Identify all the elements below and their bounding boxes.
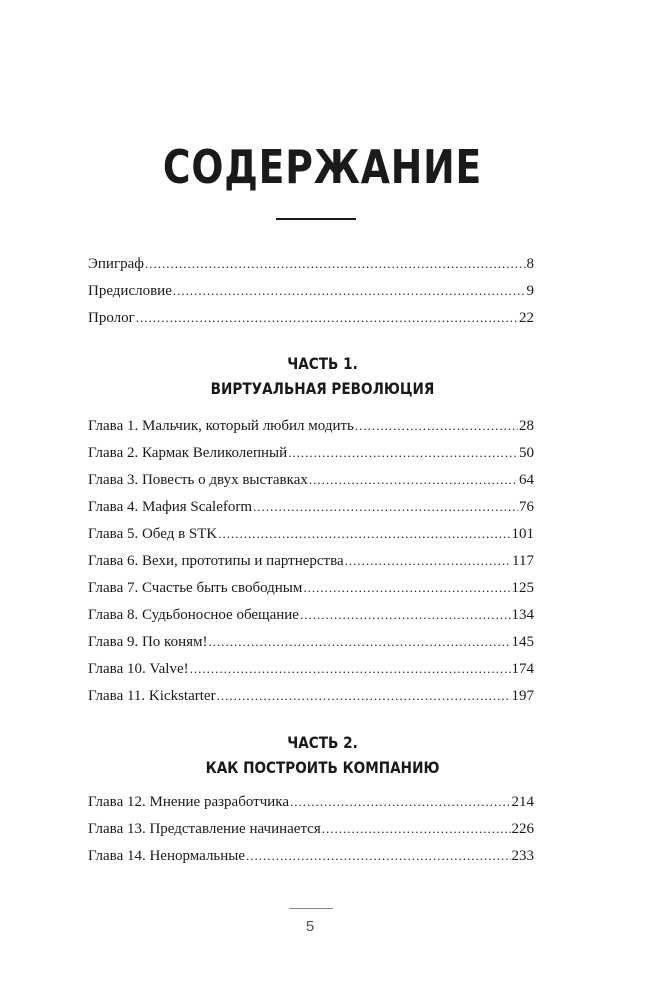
toc-entry-chapter-14[interactable] (88, 848, 534, 875)
toc-entry-label: Пролог (88, 310, 135, 326)
toc-entry-page: 197 (511, 688, 534, 704)
toc-entry-label: Глава 2. Кармак Великолепный (88, 445, 288, 461)
part-2-title: КАК ПОСТРОИТЬ КОМПАНИЮ (205, 758, 440, 777)
title-underline (276, 218, 356, 220)
toc-entry-label: Глава 1. Мальчик, который любил модить (88, 418, 354, 434)
toc-entry-page: 125 (511, 580, 534, 596)
toc-entry-chapter-11[interactable] (88, 688, 534, 715)
dot-leader (136, 310, 518, 326)
toc-entry-page: 117 (512, 553, 534, 569)
toc-entry-page: 22 (519, 310, 534, 326)
toc-entry-chapter-9[interactable] (88, 634, 534, 661)
part-1-number: ЧАСТЬ 1. (287, 354, 358, 373)
toc-entry-label: Эпиграф (88, 256, 144, 272)
dot-leader (253, 499, 518, 515)
toc-entry-chapter-8[interactable] (88, 607, 534, 634)
toc-entry-label: Предисловие (88, 283, 172, 299)
dot-leader (300, 607, 511, 623)
toc-entry-chapter-2[interactable] (88, 445, 534, 472)
dot-leader (246, 848, 510, 864)
page-number: 5 (305, 918, 315, 935)
part-1-heading (0, 351, 645, 401)
toc-part-2 (88, 794, 534, 875)
toc-entry-label: Глава 12. Мнение разработчика (88, 794, 289, 810)
dot-leader (209, 634, 511, 650)
toc-front-matter (88, 256, 534, 337)
toc-entry-page: 214 (511, 794, 534, 810)
toc-entry-label: Глава 9. По коням! (88, 634, 208, 650)
part-1-title: ВИРТУАЛЬНАЯ РЕВОЛЮЦИЯ (210, 379, 435, 398)
toc-entry-chapter-7[interactable] (88, 580, 534, 607)
toc-entry-page: 233 (511, 848, 534, 864)
toc-entry-page: 8 (526, 256, 534, 272)
toc-entry-page: 64 (519, 472, 534, 488)
toc-entry-page: 134 (511, 607, 534, 623)
dot-leader (322, 821, 511, 837)
toc-entry-label: Глава 3. Повесть о двух выставках (88, 472, 308, 488)
toc-entry-label: Глава 10. Valve! (88, 661, 189, 677)
toc-entry-prologue[interactable] (88, 310, 534, 337)
toc-entry-label: Глава 14. Ненормальные (88, 848, 246, 864)
dot-leader (303, 580, 510, 596)
toc-entry-chapter-3[interactable] (88, 472, 534, 499)
toc-entry-label: Глава 8. Судьбоносное обещание (88, 607, 299, 623)
dot-leader (309, 472, 518, 488)
toc-entry-label: Глава 7. Счастье быть свободным (88, 580, 303, 596)
toc-entry-chapter-10[interactable] (88, 661, 534, 688)
dot-leader (290, 794, 511, 810)
toc-entry-page: 145 (511, 634, 534, 650)
toc-entry-page: 101 (511, 526, 534, 542)
dot-leader (173, 283, 526, 299)
toc-entry-chapter-12[interactable] (88, 794, 534, 821)
dot-leader (190, 661, 511, 677)
toc-entry-page: 76 (519, 499, 534, 515)
toc-entry-label: Глава 4. Мафия Scaleform (88, 499, 253, 515)
toc-entry-label: Глава 6. Вехи, прототипы и партнерства (88, 553, 344, 569)
toc-part-1 (88, 418, 534, 715)
toc-entry-page: 226 (511, 821, 534, 837)
part-2-heading (0, 730, 645, 780)
footer-rule (289, 908, 333, 909)
toc-entry-chapter-6[interactable] (88, 553, 534, 580)
toc-entry-label: Глава 13. Представление начинается (88, 821, 321, 837)
toc-entry-chapter-13[interactable] (88, 821, 534, 848)
toc-entry-chapter-5[interactable] (88, 526, 534, 553)
dot-leader (345, 553, 511, 569)
page-title: СОДЕРЖАНИЕ (162, 140, 483, 194)
toc-entry-chapter-4[interactable] (88, 499, 534, 526)
toc-entry-page: 50 (519, 445, 534, 461)
toc-entry-label: Глава 11. Kickstarter (88, 688, 216, 704)
toc-entry-epigraph[interactable] (88, 256, 534, 283)
dot-leader (217, 688, 511, 704)
toc-entry-page: 174 (511, 661, 534, 677)
dot-leader (355, 418, 518, 434)
toc-entry-preface[interactable] (88, 283, 534, 310)
part-2-number: ЧАСТЬ 2. (287, 733, 358, 752)
toc-entry-label: Глава 5. Обед в STK (88, 526, 218, 542)
toc-entry-chapter-1[interactable] (88, 418, 534, 445)
dot-leader (218, 526, 510, 542)
dot-leader (145, 256, 526, 272)
toc-entry-page: 9 (526, 283, 534, 299)
toc-entry-page: 28 (519, 418, 534, 434)
dot-leader (288, 445, 518, 461)
